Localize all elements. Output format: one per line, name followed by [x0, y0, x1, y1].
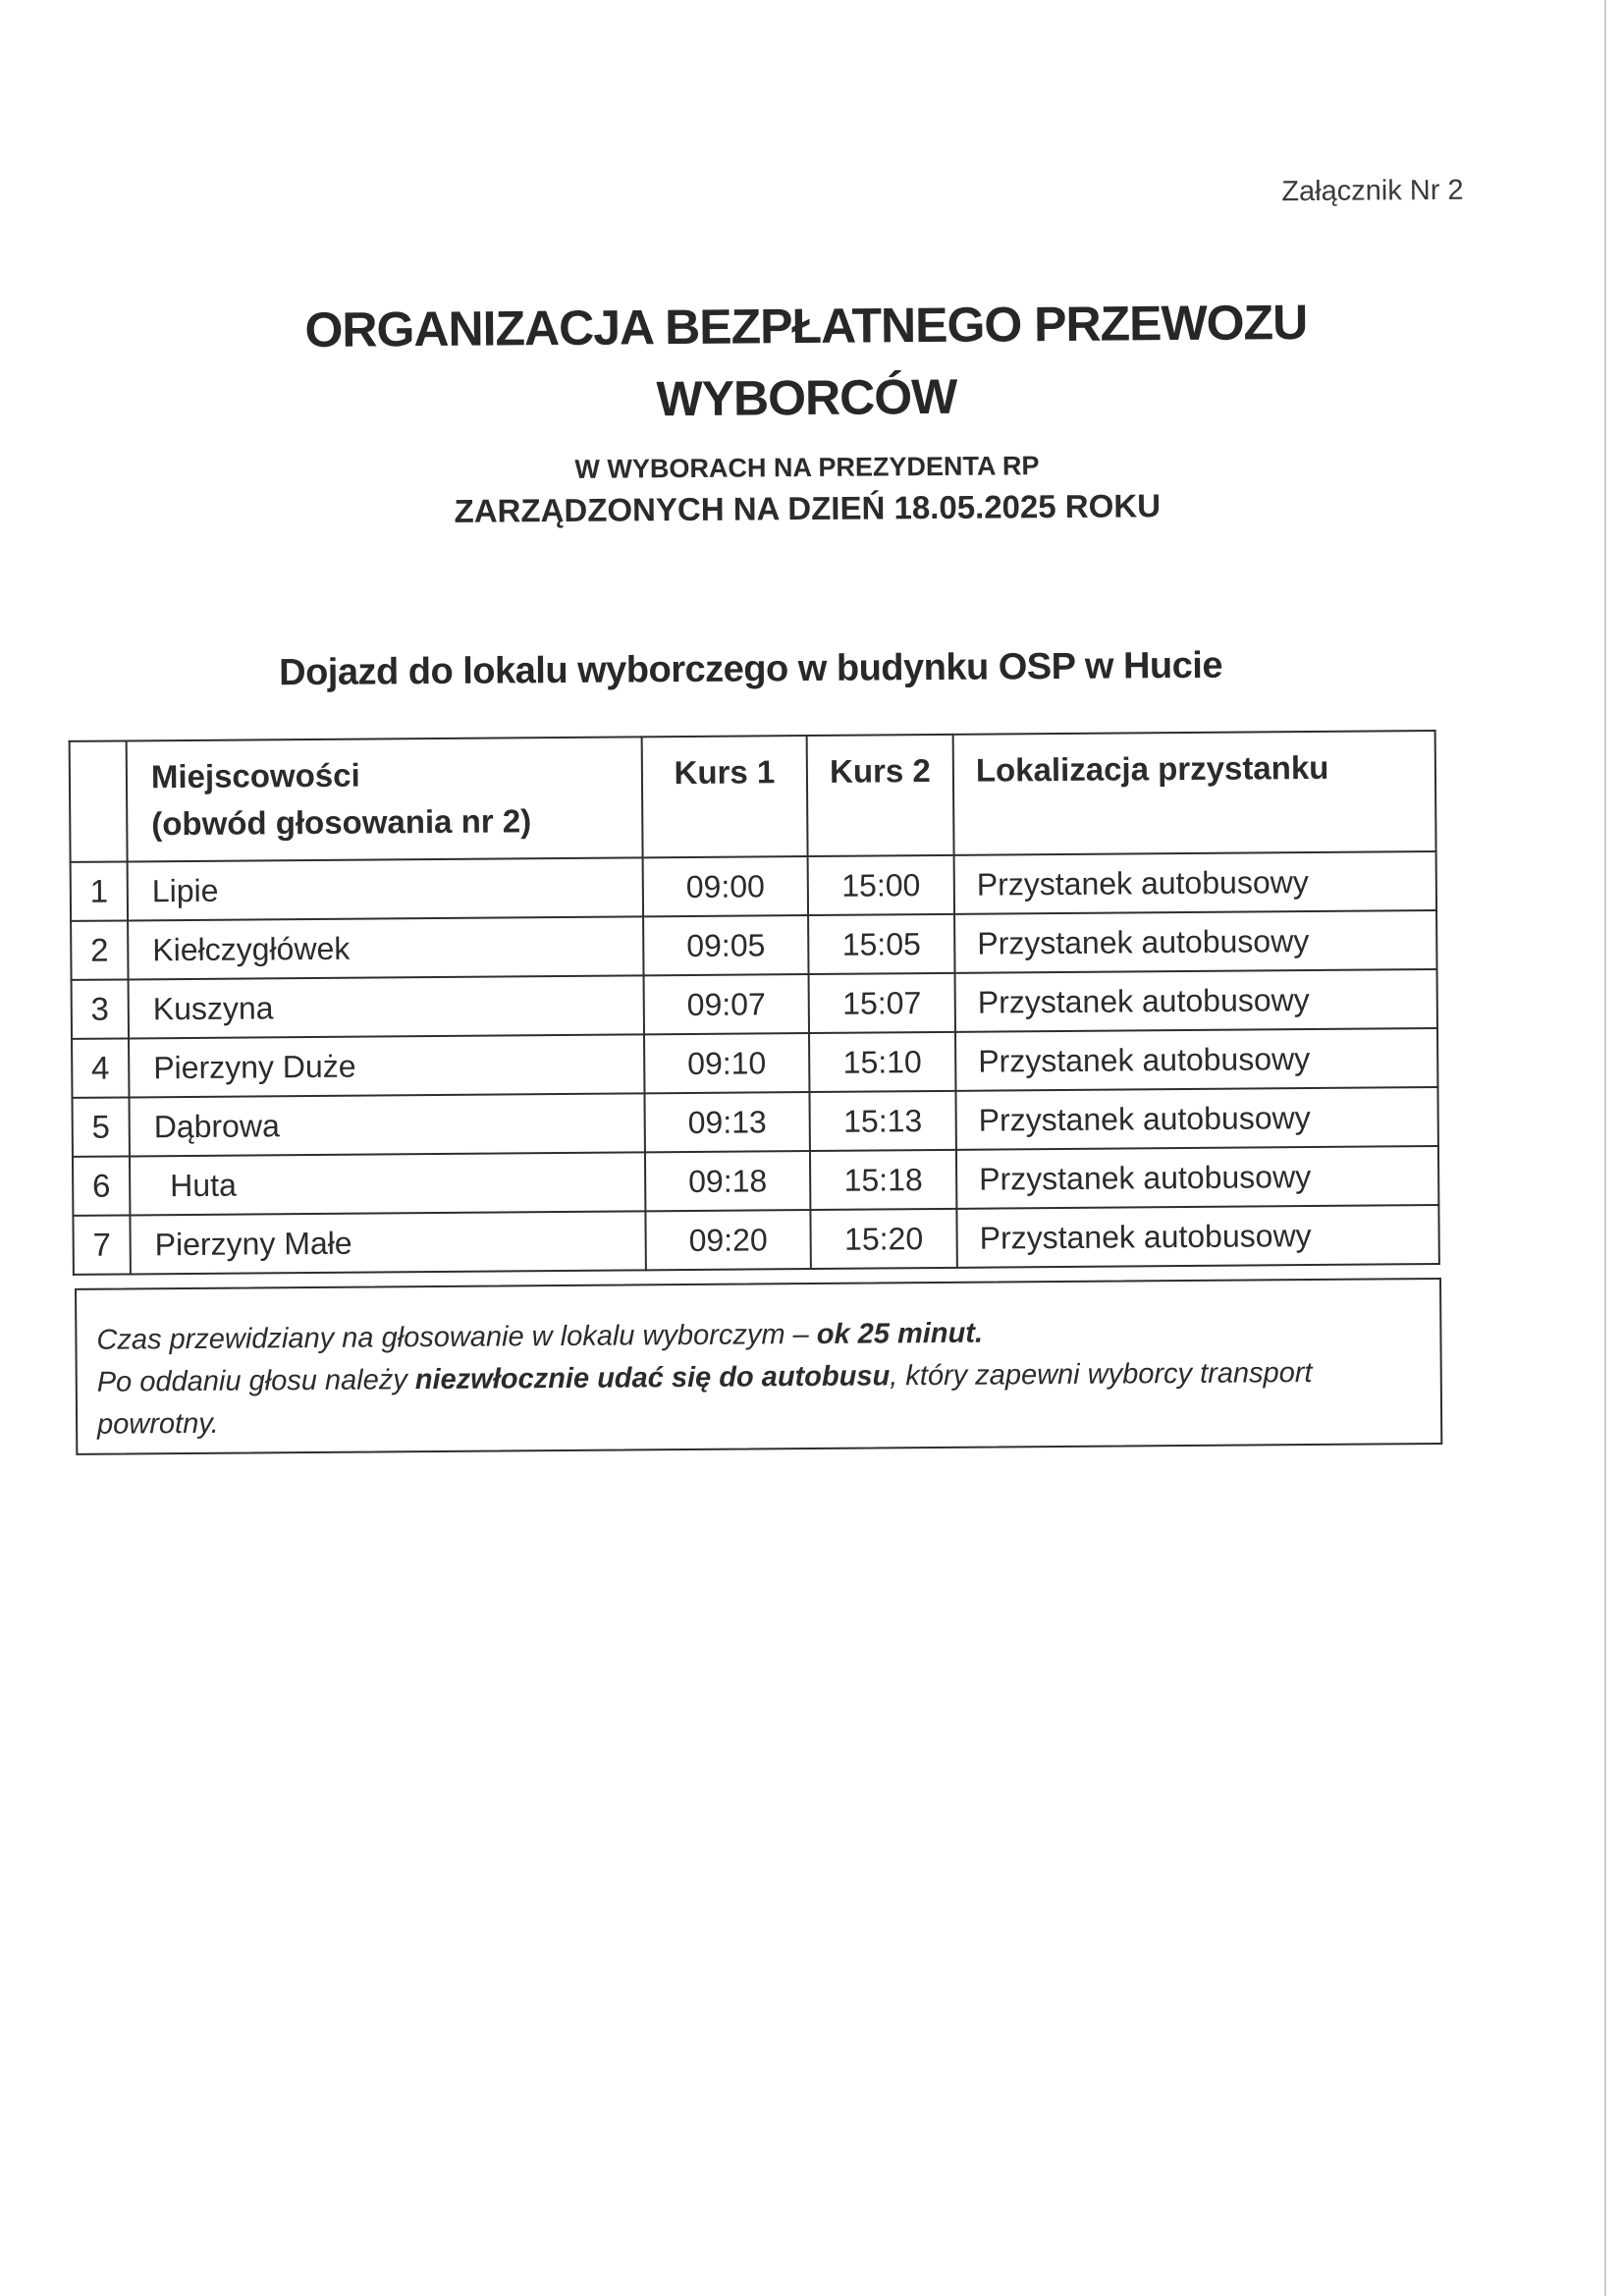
row-kurs1-time: 09:20: [645, 1210, 810, 1270]
row-stop-location: Przystanek autobusowy: [956, 1146, 1438, 1209]
row-number: 7: [73, 1215, 130, 1274]
row-place: Dąbrowa: [129, 1093, 644, 1156]
document-title-line1: ORGANIZACJA BEZPŁATNEGO PRZEWOZU: [304, 295, 1308, 358]
row-number: 3: [72, 979, 129, 1038]
row-stop-location: Przystanek autobusowy: [954, 910, 1436, 973]
row-place: Pierzyny Duże: [129, 1034, 644, 1097]
note-line-2: [97, 1351, 1428, 1447]
header-kurs1: Kurs 1: [642, 736, 808, 857]
scan-artifact-line: [1604, 0, 1606, 2296]
note-line2-prefix: Po oddaniu głosu należy: [96, 1364, 415, 1398]
note-line2-bold: niezwłocznie udać się do autobusu: [414, 1360, 891, 1396]
row-number: 6: [73, 1156, 130, 1215]
row-kurs1-time: 09:10: [644, 1033, 809, 1093]
row-kurs1-time: 09:13: [644, 1092, 809, 1152]
row-kurs2-time: 15:20: [810, 1209, 956, 1269]
table-row: [71, 851, 1436, 921]
row-place: Kuszyna: [129, 975, 644, 1038]
document-title-line2: WYBORCÓW: [656, 368, 957, 427]
table-row: [73, 1146, 1438, 1216]
document-subtitle-line2: ZARZĄDZONYCH NA DZIEŃ 18.05.2025 ROKU: [454, 487, 1162, 529]
row-stop-location: Przystanek autobusowy: [954, 851, 1436, 914]
table-row: [72, 1028, 1437, 1098]
row-number: 1: [71, 861, 128, 920]
table-row: [72, 969, 1437, 1039]
row-place: Lipie: [128, 857, 643, 920]
row-kurs1-time: 09:05: [643, 915, 808, 975]
row-stop-location: Przystanek autobusowy: [956, 1205, 1438, 1268]
row-kurs1-time: 09:00: [643, 856, 808, 916]
section-heading: Dojazd do lokalu wyborczego w budynku OSP w Hucie: [279, 644, 1223, 694]
row-kurs2-time: 15:18: [810, 1150, 956, 1210]
document-subtitle-line1: W WYBORACH NA PREZYDENTA RP: [574, 451, 1040, 484]
header-kurs2: Kurs 2: [807, 735, 954, 856]
header-place-line1: Miejscowości: [150, 756, 360, 795]
header-place-line2: (obwód głosowania nr 2): [151, 802, 532, 843]
row-place: Pierzyny Małe: [130, 1211, 645, 1274]
note-line1-bold: ok 25 minut.: [816, 1317, 984, 1350]
header-index: [70, 740, 128, 861]
row-stop-location: Przystanek autobusowy: [955, 1028, 1437, 1091]
row-kurs2-time: 15:00: [808, 855, 954, 915]
row-kurs1-time: 09:18: [645, 1151, 810, 1211]
row-stop-location: Przystanek autobusowy: [955, 1087, 1437, 1150]
voting-note-text: [77, 1280, 1440, 1447]
bus-schedule-table: [69, 730, 1440, 1276]
row-kurs2-time: 15:07: [809, 973, 955, 1033]
row-kurs1-time: 09:07: [644, 974, 809, 1034]
table-header-row: [70, 731, 1436, 862]
row-number: 2: [71, 920, 128, 979]
row-kurs2-time: 15:05: [808, 914, 954, 974]
table-row: [72, 1087, 1437, 1157]
row-stop-location: Przystanek autobusowy: [955, 969, 1437, 1032]
row-kurs2-time: 15:13: [809, 1091, 955, 1151]
table-row: [73, 1205, 1438, 1275]
row-kurs2-time: 15:10: [809, 1032, 955, 1092]
note-line2-suffix: , który zapewni wyborcy transport powrotny.: [96, 1357, 1313, 1441]
note-line1-text: Czas przewidziany na głosowanie w lokalu wyborczym –: [96, 1318, 817, 1356]
row-place: Huta: [130, 1152, 645, 1215]
row-number: 5: [72, 1097, 129, 1156]
header-place: [127, 737, 643, 861]
row-place: Kiełczygłówek: [128, 916, 643, 979]
header-location: Lokalizacja przystanku: [953, 731, 1436, 855]
table-row: [71, 910, 1436, 980]
voting-note-box: [75, 1278, 1442, 1455]
attachment-label: Załącznik Nr 2: [1281, 174, 1464, 208]
row-number: 4: [72, 1038, 129, 1097]
